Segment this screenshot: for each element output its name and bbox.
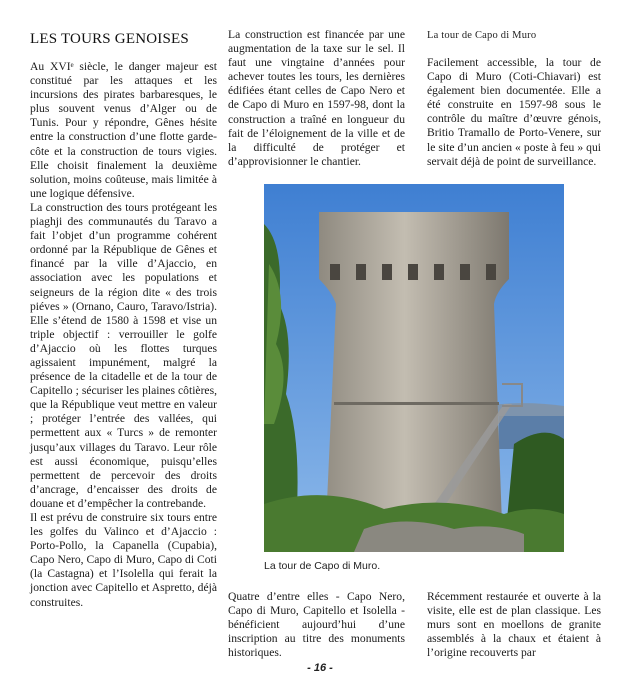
photo-caption: La tour de Capo di Muro. [264,560,381,572]
sidebar-heading: La tour de Capo di Muro [427,30,537,41]
paragraph-2: La construction des tours protégeant les piaghji des communautés du Taravo a fait l’objet d’un programme cohérent ordonné par la République de Gênes et financé par la ville d’Ajaccio, en association avec les populations et seigneurs de la région dite « des trois piéves » (Ornano, Cauro, Taravo/Istria). Elle s’étend de 1580 à 1598 et vise un triple objectif : verrouiller le golfe d’Ajaccio où les flottes turques agissaient impunément, malgré la présence de la citadelle et de la tour de Capitello ; sécuriser les plaines côtières, que la République veut mettre en valeur ; protéger l’entrée des vallées, qui permettent aux « Turcs » de remonter jusqu’aux villages du Taravo. Leur rôle est aussi économique, puisqu’elles permettent de percevoir des droits d’ancrage, d’encaisser des droits de douane et d’empêcher la contrebande. [30,200,217,510]
column-3-top [427,56,601,169]
paragraph-capo-di-muro: Facilement accessible, la tour de Capo di Muro (Coti-Chiavari) est également bien documentée. Elle a été construite en 1597-98 sous le contrôle du maître d’œuvre génois, Britio Tramallo de Porto-Venere, sur le site d’un ancien « poste à feu » qui servait déjà de point de surveillance. [427,56,601,168]
tower-photo [264,184,564,552]
paragraph-monuments: Quatre d’entre elles - Capo Nero, Capo di Muro, Capitello et Isolella - bénéficient aujourd’hui d’une inscription au titre des monuments historiques. [228,590,405,660]
paragraph-restoration: Récemment restaurée et ouverte à la visite, elle est de plan classique. Les murs sont en moellons de granite assemblés à la chaux et étaient à l’origine recouverts par [427,590,601,660]
paragraph-financing: La construction est financée par une augmentation de la taxe sur le sel. Il faut une vingtaine d’années pour achever toutes les tours, les dernières édifiées étant celles de Capo Nero et de Capo di Muro en 1597-98, dont la construction a traîné en longueur du fait de l’éloignement de la ville et de la difficulté de protéger et d’approvisionner le chantier. [228,28,405,168]
column-2-top [228,28,405,169]
paragraph-1: Au XVIᵉ siècle, le danger majeur est constitué par les attaques et les incursions des pirates barbaresques, le plus souvent venus d’Alger ou de Tunis. Pour y répondre, Gênes hésite entre la construction d’une flotte garde-côte et la construction de tours vigies. Elle choisit finalement la deuxième solution, moins coûteuse, mais limitée à une logique défensive. [30,60,217,200]
page-number: - 16 - [307,662,333,674]
paragraph-3: Il est prévu de construire six tours entre les golfes du Valinco et d’Ajaccio : Porto-Pollo, la Capanella (Cupabia), Capo Nero, Capo di Muro, Capo di Coti (la Castagna) et l’Isolella qui ferait la jonction avec Capitello et Aspretto, déjà construites. [30,511,217,609]
column-3-bottom [427,590,601,660]
column-1 [30,60,217,610]
column-2-bottom [228,590,405,660]
page-heading: LES TOURS GENOISES [30,31,189,47]
